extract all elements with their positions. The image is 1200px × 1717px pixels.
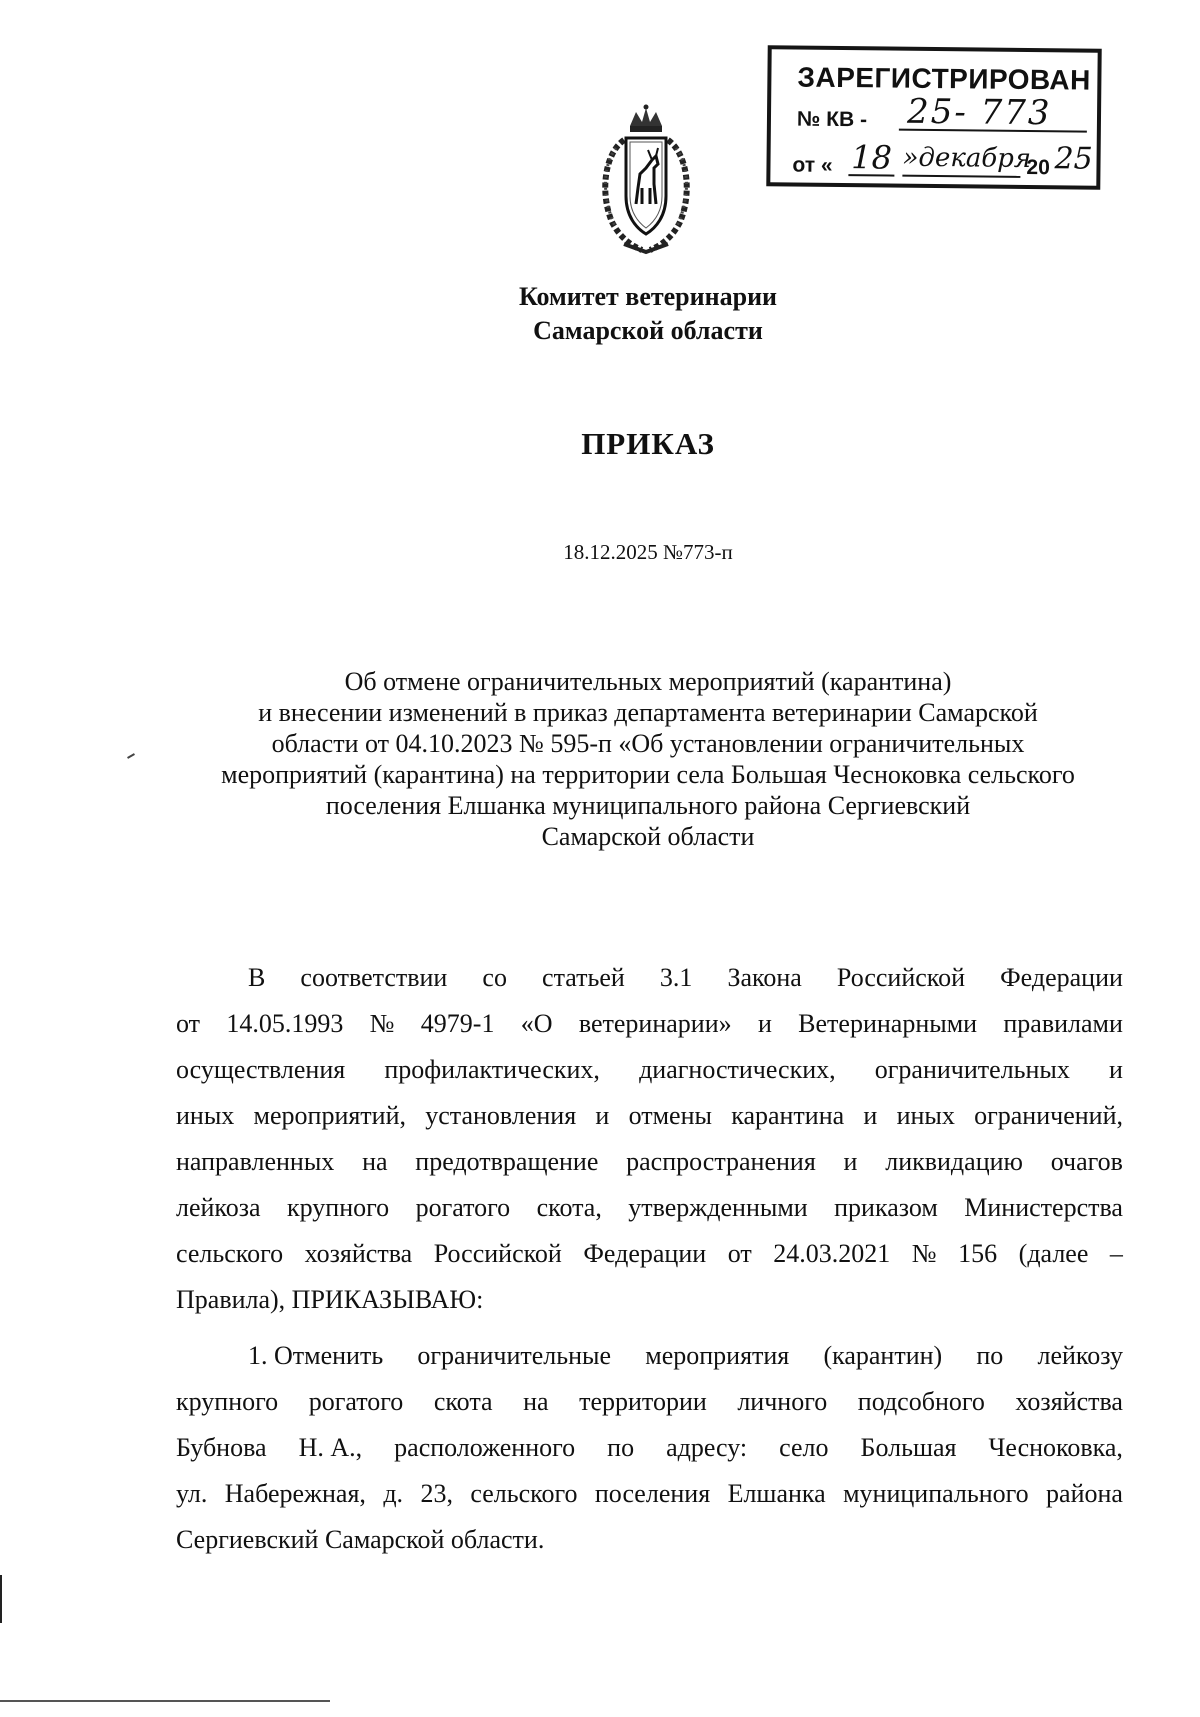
body-word: Российской — [836, 963, 966, 992]
body-word: ветеринарии» — [578, 1009, 732, 1038]
body-word: ограничений, — [974, 1101, 1123, 1130]
body-word: № — [911, 1239, 937, 1268]
coat-of-arms-icon — [586, 104, 706, 256]
body-word: Елшанка — [727, 1479, 826, 1508]
body-word: 24.03.2021 — [773, 1239, 891, 1268]
body-line — [176, 1471, 1123, 1517]
body-word: соответствии — [300, 963, 448, 992]
document-date-number: 18.12.2025 №773-п — [563, 540, 733, 564]
stamp-date-year-prefix: 20 — [1026, 155, 1050, 180]
stamp-number-label: № КВ - — [796, 107, 868, 132]
body-word: муниципального — [843, 1479, 1029, 1508]
body-word: предотвращение — [415, 1147, 599, 1176]
body-line — [176, 1379, 1123, 1425]
body-word: рогатого — [308, 1387, 404, 1416]
subject-line: Об отмене ограничительных мероприятий (карантина) — [344, 667, 952, 696]
scan-mark — [127, 753, 135, 759]
paragraph-preamble — [176, 955, 1123, 1323]
body-word: крупного — [287, 1193, 390, 1222]
body-word: отмены — [628, 1101, 712, 1130]
body-word: В — [248, 963, 266, 992]
body-line: Правила), ПРИКАЗЫВАЮ: — [176, 1285, 484, 1314]
body-word: Ветеринарными — [798, 1009, 978, 1038]
body-word: мероприятий, — [253, 1101, 407, 1130]
body-word: 23, — [420, 1479, 453, 1508]
stamp-date-year: 25 — [1054, 141, 1093, 177]
body-word: территории — [579, 1387, 707, 1416]
body-line — [176, 955, 1123, 1001]
body-word: Набережная, — [224, 1479, 366, 1508]
body-word: ул. — [176, 1479, 208, 1508]
body-word: от — [176, 1009, 201, 1038]
body-word: мероприятия — [645, 1341, 790, 1370]
body-line — [176, 1047, 1123, 1093]
body-word: Бубнова — [176, 1433, 267, 1462]
body-word: (карантин) — [823, 1341, 943, 1370]
document-type: ПРИКАЗ — [581, 426, 715, 461]
body-word: очагов — [1050, 1147, 1123, 1176]
body-word: ограничительных — [874, 1055, 1070, 1084]
body-word: – — [1109, 1239, 1123, 1268]
body-word: и — [1109, 1055, 1123, 1084]
body-word: Большая — [860, 1433, 957, 1462]
body-word: на — [362, 1147, 388, 1176]
body-word: сельского — [470, 1479, 578, 1508]
body-word: ограничительные — [417, 1341, 612, 1370]
body-word: хозяйства — [304, 1239, 413, 1268]
body-word: Министерства — [964, 1193, 1123, 1222]
body-word: 4979-1 — [420, 1009, 495, 1038]
body-word: по — [607, 1433, 635, 1462]
body-word: «О — [520, 1009, 553, 1038]
body-word: правилами — [1003, 1009, 1123, 1038]
body-word: статьей — [542, 963, 625, 992]
body-word: профилактических, — [384, 1055, 600, 1084]
body-word: хозяйства — [1015, 1387, 1123, 1416]
body-word: (далее — [1018, 1239, 1089, 1268]
body-word: приказом — [834, 1193, 938, 1222]
body-word: распространения — [626, 1147, 816, 1176]
stamp-number-value: 25- 773 — [899, 95, 1087, 133]
body-word: со — [482, 963, 507, 992]
stamp-title: ЗАРЕГИСТРИРОВАН — [797, 61, 1091, 96]
registration-stamp — [766, 45, 1101, 189]
body-word: сельского — [176, 1239, 284, 1268]
body-word: 156 — [958, 1239, 998, 1268]
body-line: Сергиевский Самарской области. — [176, 1525, 545, 1554]
body-word: и — [863, 1101, 878, 1130]
body-word: лейкозу — [1037, 1341, 1123, 1370]
body-word: ликвидацию — [885, 1147, 1023, 1176]
organization-line-2: Самарской области — [533, 316, 763, 345]
body-word: село — [779, 1433, 829, 1462]
body-line — [176, 1231, 1123, 1277]
body-word: рогатого — [415, 1193, 511, 1222]
body-word: и — [843, 1147, 858, 1176]
body-word: адресу: — [666, 1433, 748, 1462]
body-word: диагностических, — [639, 1055, 836, 1084]
body-word: утвержденными — [628, 1193, 808, 1222]
body-line — [176, 1093, 1123, 1139]
body-word: района — [1046, 1479, 1123, 1508]
body-word: Чесноковка, — [988, 1433, 1123, 1462]
subject-line: Самарской области — [541, 822, 755, 851]
body-word: осуществления — [176, 1055, 346, 1084]
document-subject — [160, 666, 1136, 852]
stamp-date-month: »декабря — [902, 141, 1020, 178]
body-line — [176, 1185, 1123, 1231]
paragraph-item-1 — [176, 1333, 1123, 1563]
scan-mark — [0, 1700, 330, 1702]
body-line — [176, 1333, 1123, 1379]
body-word: расположенного — [394, 1433, 576, 1462]
body-word: Федерации — [1000, 963, 1123, 992]
body-line — [176, 1001, 1123, 1047]
body-word: и — [757, 1009, 772, 1038]
body-word: направленных — [176, 1147, 335, 1176]
body-word: на — [523, 1387, 549, 1416]
body-word: скота, — [536, 1193, 602, 1222]
subject-line: мероприятий (карантина) на территории села Большая Чесноковка сельского — [221, 760, 1075, 789]
body-word: иных — [176, 1101, 235, 1130]
scan-mark — [0, 1575, 2, 1623]
subject-line: поселения Елшанка муниципального района Сергиевский — [325, 791, 971, 820]
body-word: крупного — [176, 1387, 279, 1416]
stamp-date-day: 18 — [848, 140, 894, 176]
body-word: 3.1 — [659, 963, 693, 992]
body-word: иных — [896, 1101, 955, 1130]
body-word: д. — [383, 1479, 404, 1508]
body-word: № — [369, 1009, 395, 1038]
body-word: подсобного — [857, 1387, 985, 1416]
subject-line: области от 04.10.2023 № 595-п «Об установлении ограничительных — [271, 729, 1025, 758]
body-word: от — [727, 1239, 752, 1268]
body-line — [176, 1425, 1123, 1471]
body-word: по — [976, 1341, 1004, 1370]
body-word: Российской — [433, 1239, 562, 1268]
body-word: лейкоза — [176, 1193, 261, 1222]
body-word: личного — [737, 1387, 828, 1416]
body-word: и — [595, 1101, 610, 1130]
subject-line: и внесении изменений в приказ департамента ветеринарии Самарской — [258, 698, 1038, 727]
body-word: установления — [425, 1101, 577, 1130]
body-word: скота — [433, 1387, 493, 1416]
organization-line-1: Комитет ветеринарии — [518, 282, 778, 311]
body-word: Федерации — [583, 1239, 707, 1268]
document-body — [176, 955, 1123, 1563]
stamp-date-label: от « — [792, 153, 833, 177]
body-word: карантина — [731, 1101, 845, 1130]
body-word: Н. А., — [298, 1433, 363, 1462]
body-word: 14.05.1993 — [226, 1009, 344, 1038]
body-word: поселения — [594, 1479, 711, 1508]
body-word: 1. Отменить — [248, 1341, 384, 1370]
organization-name — [0, 280, 1200, 348]
body-line — [176, 1139, 1123, 1185]
body-word: Закона — [727, 963, 802, 992]
